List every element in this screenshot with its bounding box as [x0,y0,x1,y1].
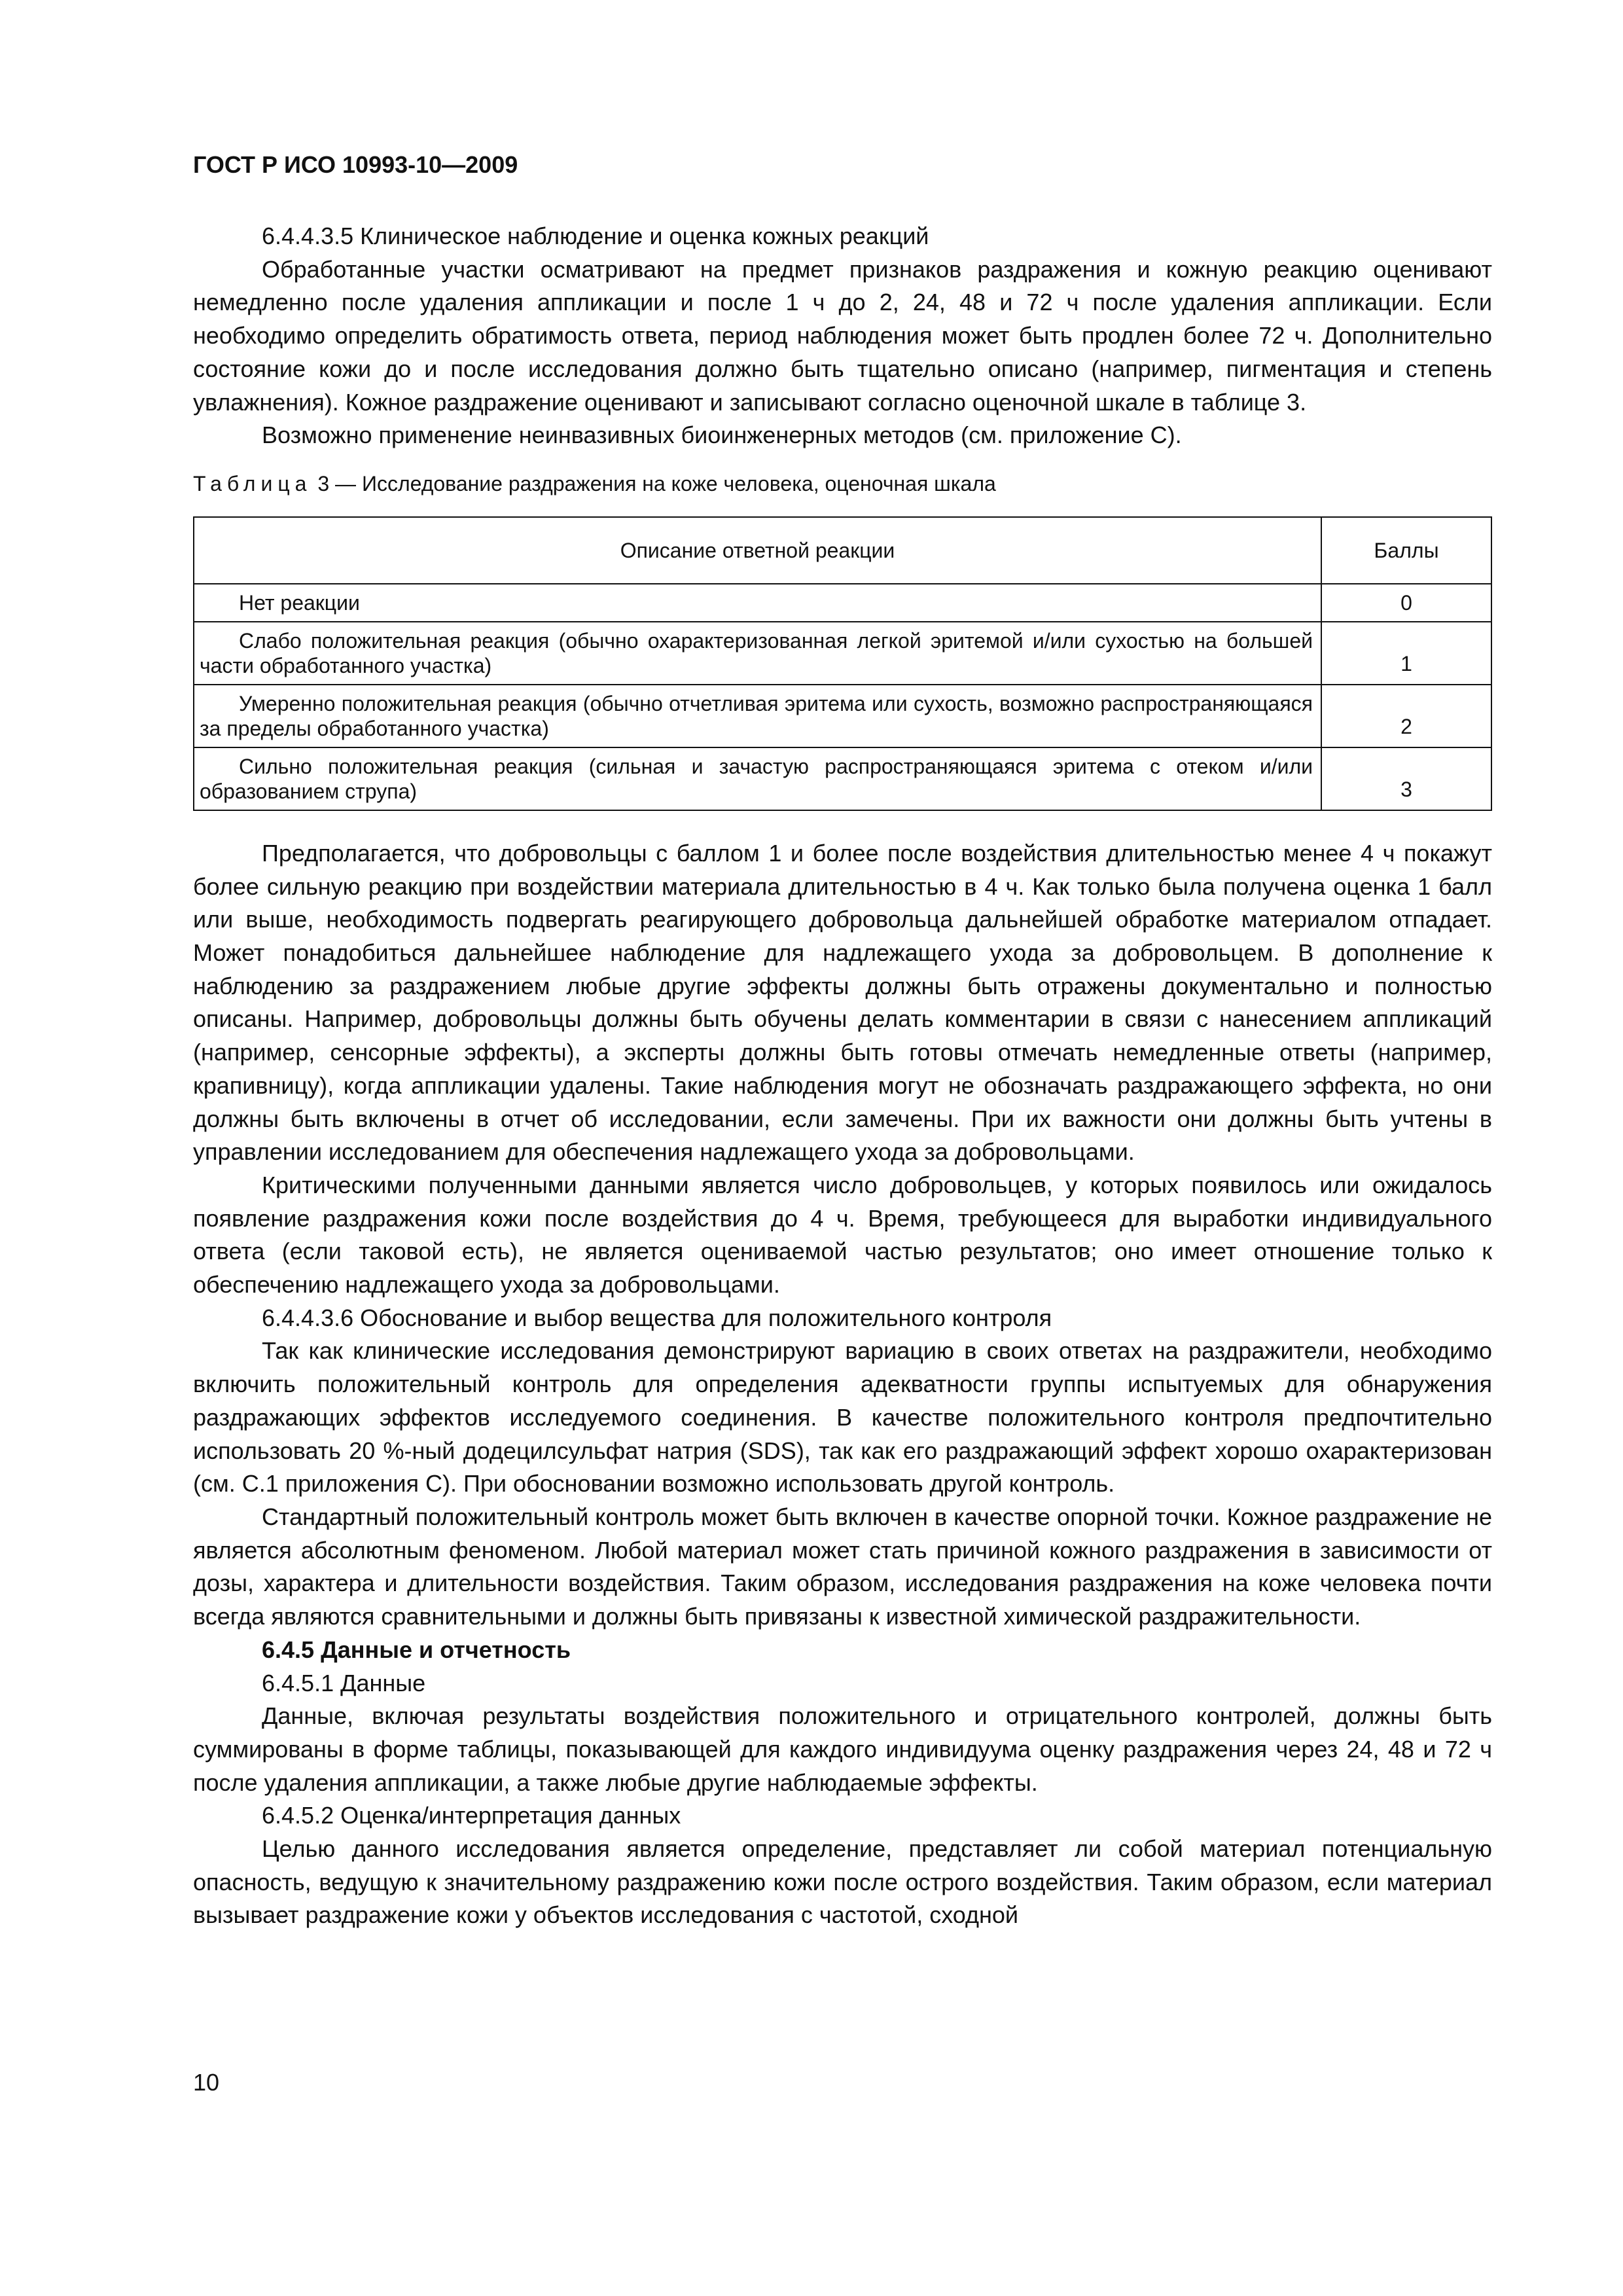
column-header-description: Описание ответной реакции [194,517,1321,584]
page-number: 10 [193,2069,220,2096]
section-heading-6-4-5: 6.4.5 Данные и отчетность [262,1636,571,1663]
reaction-description: Слабо положительная реакция (обычно охарактеризованная легкой эритемой и/или сухостью на большей части обработанного участка) [194,622,1321,685]
paragraph: Данные, включая результаты воздействия положительного и отрицательного контролей, должны быть суммированы в форме таблицы, показывающей для каждого индивидуума оценку раздражения через 24, 48 и 72 ч после удаления аппликации, а также любые другие наблюдаемые эффекты. [193,1702,1492,1796]
paragraph: Возможно применение неинвазивных биоинженерных методов (см. приложение С). [262,422,1182,449]
reaction-score: 3 [1321,747,1491,810]
table-row [194,685,1491,747]
paragraph: Обработанные участки осматривают на предмет признаков раздражения и кожную реакцию оценивают немедленно после удаления аппликации и после 1 ч до 2, 24, 48 и 72 ч после удаления аппликации. Если необходимо определить обратимость ответа, период наблюдения может быть продлен более 72 ч. Дополнительно состояние кожи до и после исследования должно быть тщательно описано (например, пигментация и степень увлажнения). Кожное раздражение оценивают и записывают согласно оценочной шкале в таблице 3. [193,255,1492,416]
table-row [194,622,1491,685]
table-row [194,584,1491,622]
table-caption [193,471,1492,497]
section-intro [193,220,1492,452]
reaction-description: Сильно положительная реакция (сильная и зачастую распространяющаяся эритема с отеком и/или образованием струпа) [194,747,1321,810]
paragraph: Предполагается, что добровольцы с баллом 1 и более после воздействия длительностью менее 4 ч покажут более сильную реакцию при воздействии материала длительностью в 4 ч. Как только была получена оценка 1 балл или выше, необходимость подвергать реагирующего добровольца дальнейшей обработке материалом отпадает. Может понадобиться дальнейшее наблюдение для надлежащего ухода за добровольцем. В дополнение к наблюдению за раздражением любые другие эффекты должны быть отражены документально и полностью описаны. Например, добровольцы должны быть обучены делать комментарии в связи с нанесением аппликаций (например, сенсорные эффекты), а эксперты должны быть готовы отмечать немедленные ответы (например, крапивницу), когда аппликации удалены. Такие наблюдения могут не обозначать раздражающего эффекта, но они должны быть включены в отчет об исследовании, если замечены. При их важности они должны быть учтены в управлении исследованием для обеспечения надлежащего ухода за добровольцами. [193,839,1492,1166]
clause-heading-6-4-5-2: 6.4.5.2 Оценка/интерпретация данных [262,1802,681,1829]
table-row [194,747,1491,810]
document-page [193,151,1492,1932]
reaction-score: 2 [1321,685,1491,747]
section-body [193,837,1492,1932]
table-caption-title: 3 — Исследование раздражения на коже человека, оценочная шкала [312,471,996,495]
paragraph: Критическими полученными данными является число добровольцев, у которых появилось или ожидалось появление раздражения кожи после воздействия до 4 ч. Время, требующееся для выработки индивидуального ответа (если таковой есть), не является оцениваемой частью результатов; оно имеет отношение только к обеспечению надлежащего ухода за добровольцами. [193,1171,1492,1299]
paragraph: Так как клинические исследования демонстрируют вариацию в своих ответах на раздражители, необходимо включить положительный контроль для определения адекватности группы испытуемых для обнаружения раздражающих эффектов исследуемого соединения. В качестве положительного контроля предпочтительно использовать 20 %-ный додецилсульфат натрия (SDS), так как его раздражающий эффект хорошо охарактеризован (см. С.1 приложения С). При обосновании возможно использовать другой контроль. [193,1337,1492,1498]
reaction-score: 1 [1321,622,1491,685]
paragraph: Стандартный положительный контроль может быть включен в качестве опорной точки. Кожное раздражение не является абсолютным феноменом. Любой материал может стать причиной кожного раздражения в зависимости от дозы, характера и длительности воздействия. Таким образом, исследования раздражения на коже человека почти всегда являются сравнительными и должны быть привязаны к известной химической раздражительности. [193,1503,1492,1630]
column-header-score: Баллы [1321,517,1491,584]
table-header-row [194,517,1491,584]
reaction-description: Умеренно положительная реакция (обычно отчетливая эритема или сухость, возможно распространяющаяся за пределы обработанного участка) [194,685,1321,747]
table-caption-label: Таблица [193,471,312,495]
clause-heading-6-4-5-1: 6.4.5.1 Данные [262,1669,426,1696]
clause-heading-6-4-4-3-6: 6.4.4.3.6 Обоснование и выбор вещества для положительного контроля [262,1304,1052,1331]
clause-heading-6-4-4-3-5: 6.4.4.3.5 Клиническое наблюдение и оценка кожных реакций [262,223,929,249]
document-header: ГОСТ Р ИСО 10993-10—2009 [193,151,518,178]
paragraph: Целью данного исследования является определение, представляет ли собой материал потенциальную опасность, ведущую к значительному раздражению кожи после острого воздействия. Таким образом, если материал вызывает раздражение кожи у объектов исследования с частотой, сходной [193,1835,1492,1929]
irritation-score-table [193,516,1492,811]
reaction-description: Нет реакции [194,584,1321,622]
reaction-score: 0 [1321,584,1491,622]
